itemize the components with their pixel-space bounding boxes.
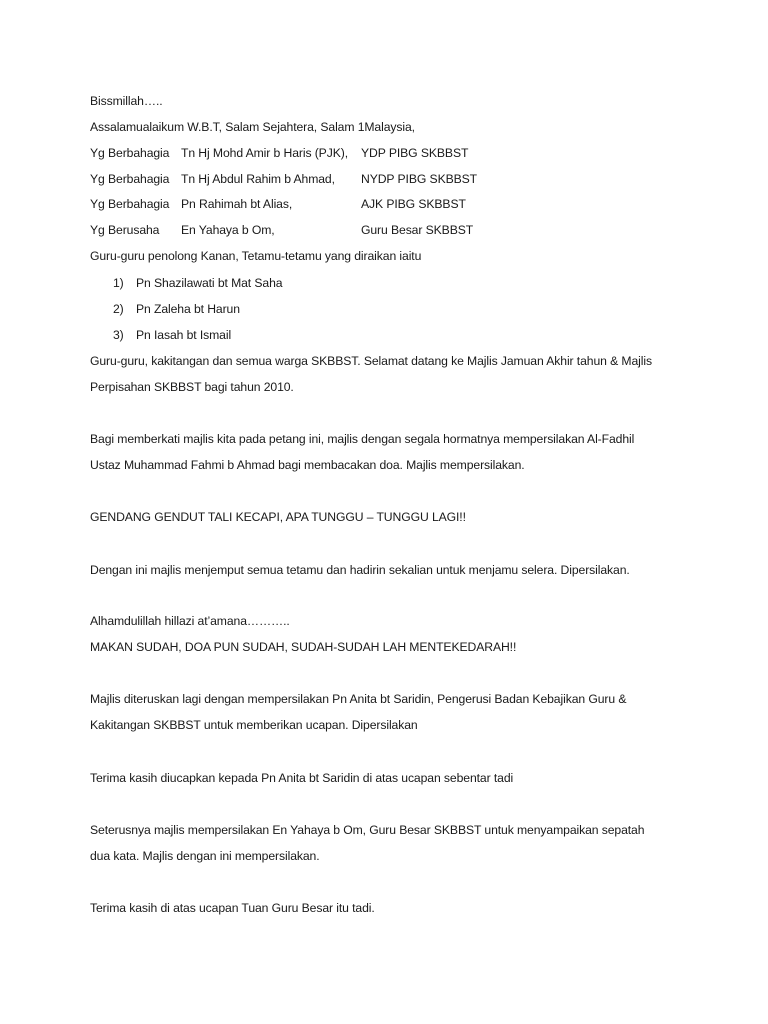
- greeting-salam: Assalamualaikum W.B.T, Salam Sejahtera, Salam 1Malaysia,: [90, 120, 415, 134]
- dignitary-name: En Yahaya b Om,: [181, 223, 275, 237]
- paragraph-line: Kakitangan SKBBST untuk memberikan ucapan. Dipersilakan: [90, 718, 418, 732]
- dignitary-name: Tn Hj Mohd Amir b Haris (PJK),: [181, 146, 348, 160]
- dignitary-title: Yg Berusaha: [90, 223, 160, 237]
- list-number: 1): [113, 276, 124, 290]
- paragraph-line: Seterusnya majlis mempersilakan En Yahaya b Om, Guru Besar SKBBST untuk menyampaikan sepatah: [90, 823, 645, 837]
- dignitary-title: Yg Berbahagia: [90, 172, 170, 186]
- dignitary-name: Pn Rahimah bt Alias,: [181, 197, 293, 211]
- paragraph-line: Guru-guru, kakitangan dan semua warga SKBBST. Selamat datang ke Majlis Jamuan Akhir tahun & Majlis: [90, 354, 652, 368]
- greeting-opening: Bissmillah…..: [90, 94, 163, 108]
- paragraph-line: Ustaz Muhammad Fahmi b Ahmad bagi membacakan doa. Majlis mempersilakan.: [90, 458, 525, 472]
- dignitary-position: AJK PIBG SKBBST: [361, 197, 466, 211]
- paragraph-line: dua kata. Majlis dengan ini mempersilakan.: [90, 849, 320, 863]
- guest-name: Pn Zaleha bt Harun: [136, 302, 240, 316]
- list-number: 3): [113, 328, 124, 342]
- list-number: 2): [113, 302, 124, 316]
- guest-name: Pn Shazilawati bt Mat Saha: [136, 276, 283, 290]
- guest-name: Pn Iasah bt Ismail: [136, 328, 232, 342]
- dignitary-name: Tn Hj Abdul Rahim b Ahmad,: [181, 172, 335, 186]
- paragraph-line: Perpisahan SKBBST bagi tahun 2010.: [90, 380, 294, 394]
- pantun-line: GENDANG GENDUT TALI KECAPI, APA TUNGGU – TUNGGU LAGI!!: [90, 510, 466, 524]
- paragraph-line: Terima kasih di atas ucapan Tuan Guru Besar itu tadi.: [90, 901, 375, 915]
- pantun-line: MAKAN SUDAH, DOA PUN SUDAH, SUDAH-SUDAH LAH MENTEKEDARAH!!: [90, 640, 517, 654]
- paragraph-line: Dengan ini majlis menjemput semua tetamu dan hadirin sekalian untuk menjamu selera. Dipersilakan.: [90, 563, 630, 577]
- paragraph-line: Alhamdulillah hillazi at’amana………..: [90, 614, 290, 628]
- paragraph-line: Bagi memberkati majlis kita pada petang ini, majlis dengan segala hormatnya mempersilakan Al-Fadhil: [90, 432, 635, 446]
- dignitary-position: Guru Besar SKBBST: [361, 223, 474, 237]
- paragraph-line: Majlis diteruskan lagi dengan mempersilakan Pn Anita bt Saridin, Pengerusi Badan Kebajikan Guru &: [90, 692, 627, 706]
- dignitary-position: NYDP PIBG SKBBST: [361, 172, 478, 186]
- paragraph-line: Terima kasih diucapkan kepada Pn Anita bt Saridin di atas ucapan sebentar tadi: [90, 771, 514, 785]
- dignitary-title: Yg Berbahagia: [90, 146, 170, 160]
- dignitary-position: YDP PIBG SKBBST: [361, 146, 469, 160]
- guests-intro: Guru-guru penolong Kanan, Tetamu-tetamu yang diraikan iaitu: [90, 249, 422, 263]
- dignitary-title: Yg Berbahagia: [90, 197, 170, 211]
